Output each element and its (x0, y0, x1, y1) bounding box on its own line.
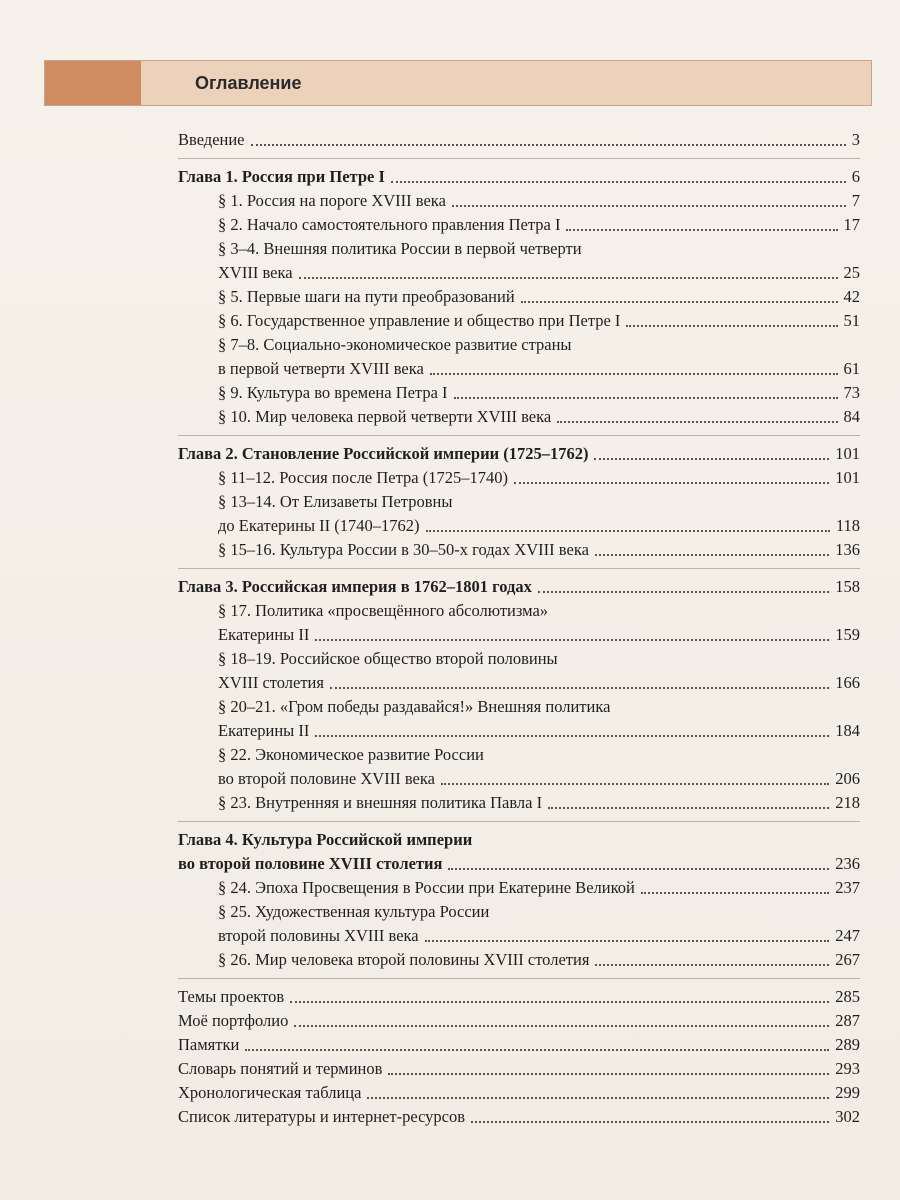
table-of-contents (178, 128, 860, 1129)
page-number: 267 (835, 950, 860, 969)
entry-title: § 18–19. Российское общество второй половины (218, 649, 558, 668)
dot-leader (471, 1121, 829, 1123)
toc-entry-continued[interactable] (178, 623, 860, 647)
dot-leader (548, 807, 829, 809)
chapter-title[interactable] (178, 575, 860, 599)
dot-leader (441, 783, 829, 785)
dot-leader (330, 687, 829, 689)
page-number: 101 (835, 444, 860, 463)
dot-leader (425, 940, 830, 942)
entry-title: § 15–16. Культура России в 30–50-х годах XVIII века (218, 540, 589, 559)
toc-entry[interactable] (178, 1105, 860, 1129)
dot-leader (315, 639, 829, 641)
toc-group (178, 978, 860, 1129)
section-title[interactable] (178, 189, 860, 213)
page-number: 302 (835, 1107, 860, 1126)
section-title[interactable] (178, 695, 860, 719)
toc-header (44, 60, 872, 106)
toc-group (178, 435, 860, 562)
dot-leader (448, 868, 829, 870)
entry-title-continued: во второй половине XVIII века (218, 769, 435, 788)
dot-leader (299, 277, 838, 279)
entry-title: § 11–12. Россия после Петра (1725–1740) (218, 468, 508, 487)
page-number: 218 (835, 793, 860, 812)
dot-leader (452, 205, 846, 207)
page-number: 118 (835, 516, 860, 535)
section-title[interactable] (178, 381, 860, 405)
section-title[interactable] (178, 466, 860, 490)
dot-leader (430, 373, 838, 375)
dot-leader (391, 181, 846, 183)
dot-leader (388, 1073, 829, 1075)
page-number: 158 (835, 577, 860, 596)
section-title[interactable] (178, 743, 860, 767)
page-number: 184 (835, 721, 860, 740)
header-accent-block (45, 61, 141, 105)
section-title[interactable] (178, 309, 860, 333)
page-number: 159 (835, 625, 860, 644)
entry-title: § 10. Мир человека первой четверти XVIII века (218, 407, 552, 426)
page-number: 236 (835, 854, 860, 873)
section-title[interactable] (178, 599, 860, 623)
toc-entry-continued[interactable] (178, 924, 860, 948)
entry-title: Список литературы и интернет-ресурсов (178, 1107, 466, 1126)
entry-title: § 1. Россия на пороге XVIII века (218, 191, 446, 210)
entry-title: § 9. Культура во времена Петра I (218, 383, 448, 402)
page-number: 25 (843, 263, 860, 282)
section-title[interactable] (178, 333, 860, 357)
section-title[interactable] (178, 213, 860, 237)
toc-entry[interactable] (178, 128, 860, 152)
page-title: Оглавление (195, 73, 302, 93)
toc-entry-continued[interactable] (178, 719, 860, 743)
dot-leader (245, 1049, 829, 1051)
toc-entry[interactable] (178, 1081, 860, 1105)
toc-entry-continued[interactable] (178, 514, 860, 538)
entry-title: Введение (178, 130, 245, 149)
entry-title: § 13–14. От Елизаветы Петровны (218, 492, 453, 511)
page-number: 299 (835, 1083, 860, 1102)
toc-group (178, 568, 860, 815)
section-title[interactable] (178, 237, 860, 261)
entry-title: § 25. Художественная культура России (218, 902, 490, 921)
chapter-title[interactable] (178, 828, 860, 852)
dot-leader (251, 144, 846, 146)
dot-leader (538, 591, 829, 593)
dot-leader (626, 325, 837, 327)
entry-title-continued: Екатерины II (218, 625, 310, 644)
toc-entry-continued[interactable] (178, 357, 860, 381)
entry-title-continued: XVIII столетия (218, 673, 324, 692)
page-number: 101 (835, 468, 860, 487)
section-title[interactable] (178, 791, 860, 815)
entry-title: § 3–4. Внешняя политика России в первой четверти (218, 239, 582, 258)
page-number: 287 (835, 1011, 860, 1030)
toc-entry-continued[interactable] (178, 261, 860, 285)
entry-title-continued: второй половины XVIII века (218, 926, 419, 945)
toc-entry[interactable] (178, 985, 860, 1009)
page-number: 237 (835, 878, 860, 897)
page-number: 293 (835, 1059, 860, 1078)
entry-title: § 23. Внутренняя и внешняя политика Павла I (218, 793, 543, 812)
entry-title: § 5. Первые шаги на пути преобразований (218, 287, 515, 306)
dot-leader (514, 482, 829, 484)
section-title[interactable] (178, 490, 860, 514)
page-number: 6 (851, 167, 860, 186)
entry-title: Глава 2. Становление Российской империи (1725–1762) (178, 444, 589, 463)
page-number: 3 (851, 130, 860, 149)
dot-leader (315, 735, 829, 737)
dot-leader (595, 964, 829, 966)
section-title[interactable] (178, 876, 860, 900)
section-title[interactable] (178, 285, 860, 309)
page-number: 61 (843, 359, 860, 378)
entry-title: Памятки (178, 1035, 240, 1054)
dot-leader (454, 397, 838, 399)
section-title[interactable] (178, 538, 860, 562)
entry-title: Темы проектов (178, 987, 285, 1006)
entry-title: § 20–21. «Гром победы раздавайся!» Внешняя политика (218, 697, 611, 716)
toc-entry[interactable] (178, 1009, 860, 1033)
entry-title: Моё портфолио (178, 1011, 289, 1030)
entry-title-continued: XVIII века (218, 263, 293, 282)
section-title[interactable] (178, 405, 860, 429)
page-number: 7 (851, 191, 860, 210)
toc-group (178, 158, 860, 429)
entry-title: § 6. Государственное управление и общество при Петре I (218, 311, 621, 330)
dot-leader (566, 229, 837, 231)
entry-title: § 26. Мир человека второй половины XVIII столетия (218, 950, 590, 969)
entry-title: § 22. Экономическое развитие России (218, 745, 484, 764)
page-number: 73 (843, 383, 860, 402)
page-number: 285 (835, 987, 860, 1006)
toc-entry-continued[interactable] (178, 852, 860, 876)
entry-title-continued: во второй половине XVIII столетия (178, 854, 443, 873)
dot-leader (521, 301, 838, 303)
dot-leader (595, 554, 829, 556)
entry-title-continued: Екатерины II (218, 721, 310, 740)
entry-title-continued: в первой четверти XVIII века (218, 359, 424, 378)
page-number: 206 (835, 769, 860, 788)
dot-leader (426, 530, 830, 532)
dot-leader (367, 1097, 829, 1099)
dot-leader (294, 1025, 829, 1027)
entry-title: Глава 3. Российская империя в 1762–1801 годах (178, 577, 532, 596)
entry-title: § 7–8. Социально-экономическое развитие страны (218, 335, 572, 354)
dot-leader (641, 892, 829, 894)
page-number: 51 (843, 311, 860, 330)
section-title[interactable] (178, 948, 860, 972)
toc-group (178, 821, 860, 972)
toc-entry-continued[interactable] (178, 767, 860, 791)
dot-leader (557, 421, 837, 423)
section-title[interactable] (178, 900, 860, 924)
page-number: 166 (835, 673, 860, 692)
page-number: 42 (843, 287, 860, 306)
chapter-title[interactable] (178, 442, 860, 466)
page-number: 247 (835, 926, 860, 945)
dot-leader (290, 1001, 829, 1003)
toc-entry[interactable] (178, 1033, 860, 1057)
page-number: 289 (835, 1035, 860, 1054)
entry-title-continued: до Екатерины II (1740–1762) (218, 516, 420, 535)
page-number: 136 (835, 540, 860, 559)
toc-group (178, 128, 860, 152)
chapter-title[interactable] (178, 165, 860, 189)
toc-entry-continued[interactable] (178, 671, 860, 695)
page-number: 17 (843, 215, 860, 234)
entry-title: Глава 1. Россия при Петре I (178, 167, 385, 186)
entry-title: Глава 4. Культура Российской империи (178, 830, 473, 849)
section-title[interactable] (178, 647, 860, 671)
entry-title: Хронологическая таблица (178, 1083, 362, 1102)
entry-title: § 24. Эпоха Просвещения в России при Екатерине Великой (218, 878, 635, 897)
entry-title: § 2. Начало самостоятельного правления Петра I (218, 215, 561, 234)
entry-title: § 17. Политика «просвещённого абсолютизма» (218, 601, 549, 620)
page-number: 84 (843, 407, 860, 426)
entry-title: Словарь понятий и терминов (178, 1059, 383, 1078)
dot-leader (594, 458, 829, 460)
toc-entry[interactable] (178, 1057, 860, 1081)
